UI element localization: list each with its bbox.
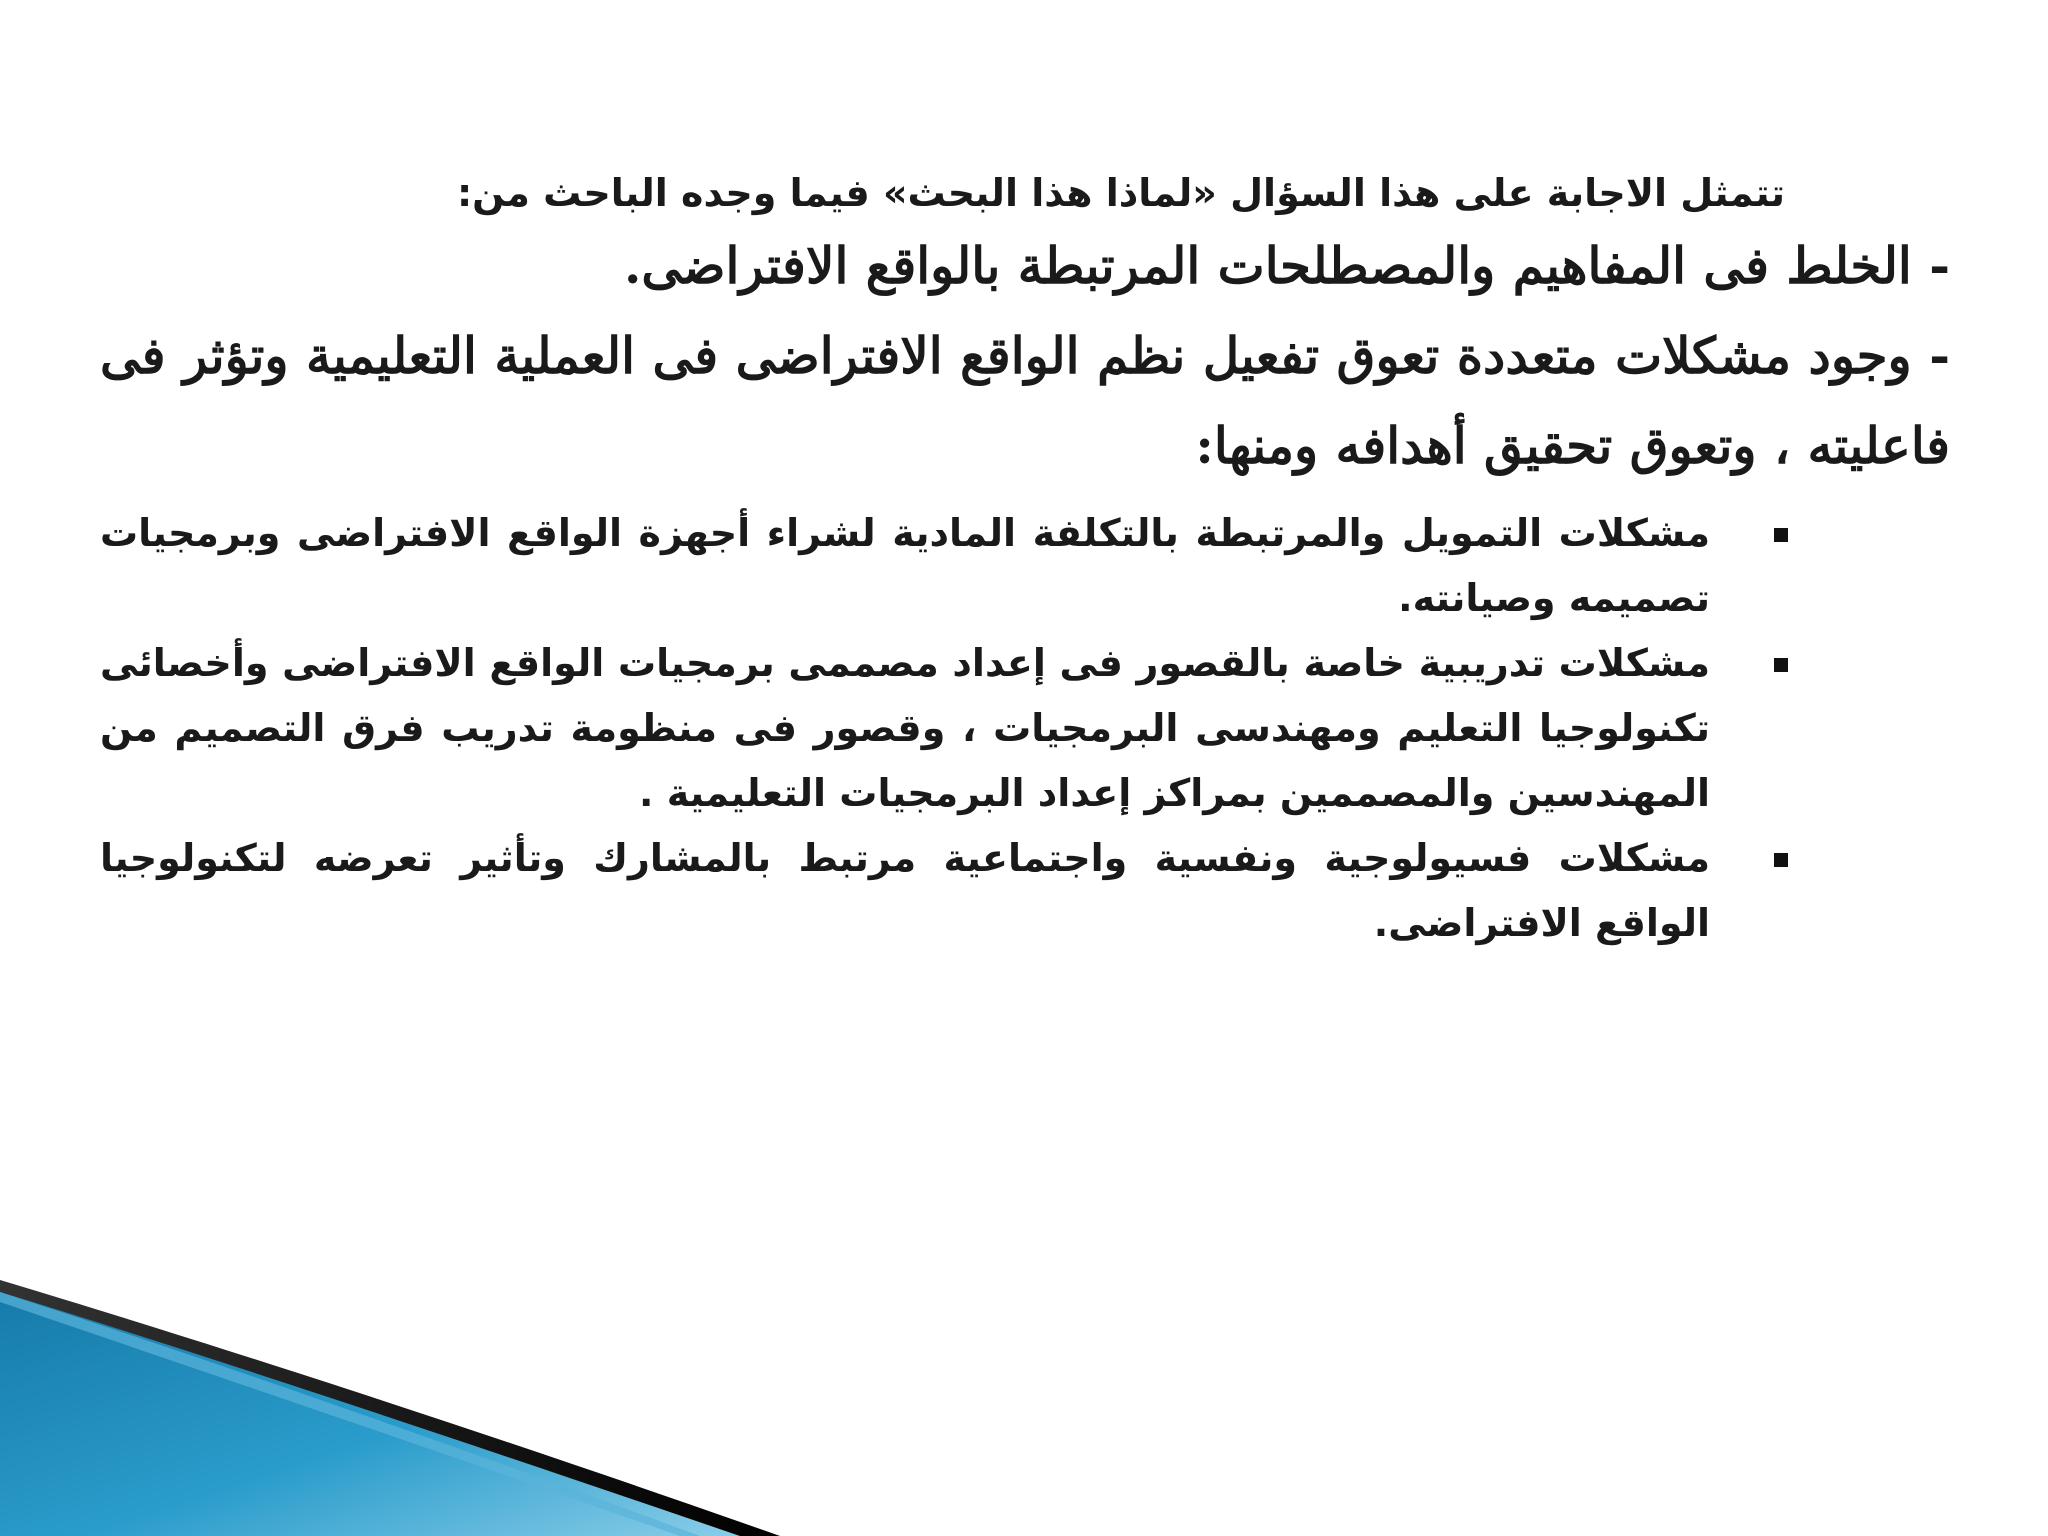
square-bullet-icon — [1774, 658, 1788, 672]
bullet-list — [100, 501, 1950, 956]
main-point-2: - وجود مشكلات متعددة تعوق تفعيل نظم الواقع الافتراضى فى العملية التعليمية وتؤثر فى فاعليته ، وتعوق تحقيق أهدافه ومنها: — [100, 326, 1950, 475]
list-item — [100, 826, 1950, 956]
slide-content — [100, 165, 1950, 956]
list-item — [100, 631, 1950, 826]
decorative-swoosh — [0, 1280, 780, 1536]
bullet-text: مشكلات تدريبية خاصة بالقصور فى إعداد مصممى برمجيات الواقع الافتراضى وأخصائى تكنولوجيا التعليم ومهندسى البرمجيات ، وقصور فى منظومة تدريب فرق التصميم من المهندسين والمصممين بمراكز إعداد البرمجيات التعليمية . — [100, 641, 1710, 815]
intro-text: تتمثل الاجابة على هذا السؤال «لماذا هذا البحث» فيما وجده الباحث من: — [456, 171, 1785, 215]
list-item — [100, 501, 1950, 631]
square-bullet-icon — [1774, 528, 1788, 542]
main-point-1: - الخلط فى المفاهيم والمصطلحات المرتبطة بالواقع الافتراضى. — [623, 236, 1950, 295]
bullet-text: مشكلات التمويل والمرتبطة بالتكلفة المادية لشراء أجهزة الواقع الافتراضى وبرمجيات تصميمه وصيانته. — [100, 511, 1710, 620]
bullet-text: مشكلات فسيولوجية ونفسية واجتماعية مرتبط بالمشارك وتأثير تعرضه لتكنولوجيا الواقع الافتراضى. — [100, 836, 1710, 945]
square-bullet-icon — [1774, 853, 1788, 867]
